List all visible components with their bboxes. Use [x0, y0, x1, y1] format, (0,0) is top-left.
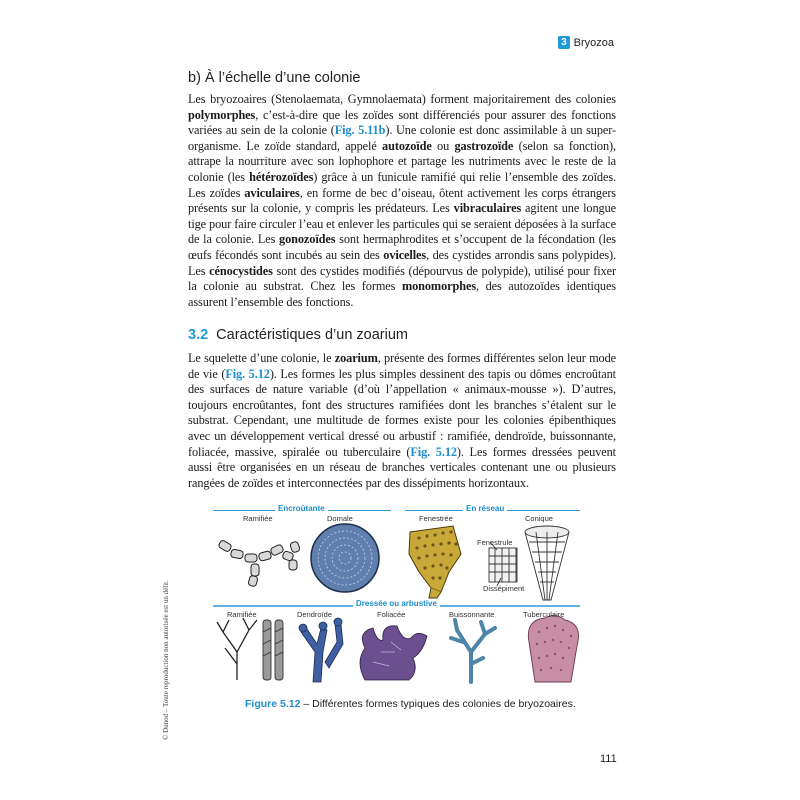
paragraph-zoarium: Le squelette d’une colonie, le zoarium, présente des formes différentes selon leur mode de vie (Fig. 5.12). Les formes les plus simples dessinent des tapis ou dômes encroûtant des surfaces de nature variable (d’où l’appellation « animaux-mousse »). D’autres, toujours encroûtantes, font des structures ramifiées dont les branches s’étalent sur le substrat. Cependant, une multitude de formes existe pour les colonies épibenthiques avec un développement vertical dressé ou arbustif : ramifiée, dendroïde, buissonnante, foliacée, massive, spiralée ou tuberculaire (Fig. 5.12). Les formes dressées peuvent aussi être organisées en un réseau de branches verticales contenant une ou plusieurs rangées de zoïdes et interconnectées par des dissépiments horizontaux.: [188, 351, 616, 490]
dendroid-blue-colony: [299, 618, 343, 682]
figure-bryozoan-forms: [205, 502, 605, 692]
subsection-title: b) À l’échelle d’une colonie: [188, 70, 361, 86]
running-header: [558, 36, 614, 49]
erect-branched-colony: [217, 618, 257, 680]
page-number: 111: [600, 753, 617, 765]
figure-caption: [245, 698, 576, 710]
paragraph-colony: Les bryozoaires (Stenolaemata, Gymnolaemata) forment majoritairement des colonies polymorphes, c’est-à-dire que les zoïdes sont différenciés pour assurer des fonctions variées au sein de la colonie (Fig. 5.11b). Une colonie est donc assimilable à un super-organisme. Le zoïde standard, appelé autozoïde ou gastrozoïde (selon sa fonction), attrape la nourriture avec son lophophore et partage les nutriments avec le reste de la colonie (les hétérozoïdes) grâce à un funicule ramifié qui relie l’ensemble des zoïdes. Les zoïdes aviculaires, en forme de bec d’oiseau, ôtent activement les corps étrangers présents sur la colonie, y compris les prédateurs. Les vibraculaires agitent une longue tige pour faire circuler l’eau et enlever les particules qui se seraient déposées à la surface de la colonie. Les gonozoïdes sont hermaphrodites et s’occupent de la fécondation (les œufs fécondés sont incubés au sein des ovicelles, des cystides arrondis sans polypides). Les cénocystides sont des cystides modifiés (dépourvus de polypide), utilisé pour fixer la colonie au substrat. Chez les formes monomorphes, des autozoïdes identiques assurent l’ensemble des fonctions.: [188, 92, 617, 309]
conical-colony: [525, 526, 569, 600]
figure-illustrations: [205, 502, 605, 692]
fenestrule-detail: [489, 542, 517, 586]
fenestrate-colony: [409, 526, 461, 598]
label-fenestrule: Fenestrule: [477, 538, 513, 547]
section-heading: [188, 327, 408, 343]
label-foliacee: Foliacée: [377, 610, 406, 619]
caption-figure-number: Figure 5.12: [245, 698, 301, 710]
section-number: 3.2: [188, 327, 209, 343]
label-conique: Conique: [525, 514, 553, 523]
bushy-colony: [451, 620, 495, 682]
tubercular-colony: [528, 615, 578, 682]
section-title: Caractéristiques d’un zoarium: [216, 327, 408, 343]
label-fenestree: Fenestrée: [419, 514, 453, 523]
label-dissepiment: Dissépiment: [483, 584, 525, 593]
chapter-title: Bryozoa: [573, 36, 614, 49]
caption-text: – Différentes formes typiques des colonies de bryozoaires.: [300, 698, 576, 710]
label-buissonnante: Buissonnante: [449, 610, 495, 619]
label-tuberculaire: Tuberculaire: [523, 610, 565, 619]
label-ramifiee-top: Ramifiée: [243, 514, 273, 523]
encrusting-branched-colony: [218, 540, 301, 587]
encrusting-domal-colony: [311, 524, 379, 592]
group-label-dressee: Dressée ou arbustive: [353, 599, 440, 608]
figure-reference[interactable]: Fig. 5.12: [410, 444, 457, 459]
figure-reference[interactable]: Fig. 5.11b: [334, 123, 386, 138]
figure-reference[interactable]: Fig. 5.12: [225, 366, 270, 381]
label-domale: Domale: [327, 514, 353, 523]
foliaceous-colony: [360, 626, 427, 680]
label-ramifiee-bottom: Ramifiée: [227, 610, 257, 619]
group-label-encroutante: Encroûtante: [275, 504, 328, 513]
label-dendroide: Dendroïde: [297, 610, 333, 619]
group-label-en-reseau: En réseau: [463, 504, 507, 513]
copyright-note: © Dunod – Toute reproduction non autorisée est un délit.: [162, 580, 170, 740]
dendroid-colony: [263, 620, 283, 680]
chapter-number-badge: 3: [558, 36, 570, 49]
